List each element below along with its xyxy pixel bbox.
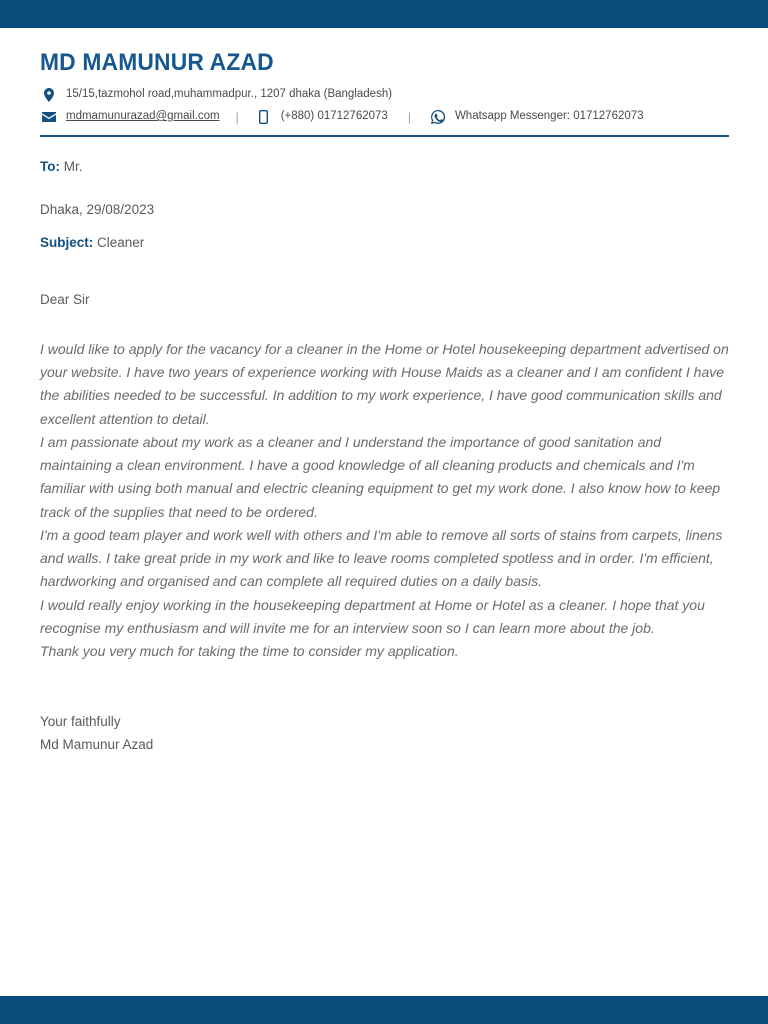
envelope-icon [40,109,58,125]
recipient-value: Mr. [63,158,83,174]
page-title: MD MAMUNUR AZAD [40,49,274,76]
mobile-phone-icon [255,109,273,125]
signature-name: Md Mamunur Azad [40,736,154,752]
address-text: 15/15,tazmohol road,muhammadpur., 1207 dhaka (Bangladesh) [66,88,393,101]
body-paragraph: I would like to apply for the vacancy for a cleaner in the Home or Hotel housekeeping department advertised on your website. I have two years of experience working with House Maids as a cleaner and I am confident I have the abilities needed to be successful. In addition to my work experience, I have good communication skills and excellent attention to detail. [40,341,729,427]
body-paragraph: I would really enjoy working in the housekeeping department at Home or Hotel as a cleaner. I hope that you recognise my enthusiasm and will invite me for an interview soon so I can learn more about the job. [40,596,705,636]
bottom-accent-bar [0,996,768,1024]
letter-header [40,28,728,137]
salutation: Dear Sir [40,292,90,308]
letter-signature [40,663,728,756]
header-divider [40,135,729,137]
body-paragraph: Thank you very much for taking the time to consider my application. [40,643,459,660]
top-accent-bar [0,0,768,28]
phone-text: (+880) 01712762073 [280,110,388,123]
email-link[interactable]: mdmamunurazad@gmail.com [66,110,220,123]
location-pin-icon [40,87,58,103]
body-paragraph: I'm a good team player and work well with others and I'm able to remove all sorts of stains from carpets, linens and walls. I take great pride in my work and like to leave rooms completed spotless and in order. I'm efficient, hardworking and organised and can complete all required duties on a daily basis. [40,526,723,590]
subject-value: Cleaner [97,234,145,250]
letter-body [40,311,729,663]
body-paragraph: I am passionate about my work as a cleaner and I understand the importance of good sanitation and maintaining a clean environment. I have a good knowledge of all cleaning products and chemicals and I'm familiar with using both manual and electric cleaning equipment to get my work done. I also know how to keep track of the supplies that need to be ordered. [40,433,721,520]
whatsapp-text: Whatsapp Messenger: 01712762073 [454,110,644,123]
signature-closing: Your faithfully [40,714,121,730]
subject-label: Subject: [40,234,94,250]
letter-content [0,28,768,757]
contact-address-line [40,86,728,103]
letter-meta [40,156,728,311]
contact-details-line [40,108,728,126]
contact-separator-1: | [235,109,239,124]
contact-separator-2: | [407,109,411,124]
whatsapp-icon [429,109,447,125]
letter-date: Dhaka, 29/08/2023 [40,202,155,218]
recipient-row [40,156,728,178]
recipient-label: To: [40,158,60,174]
subject-row [40,221,728,254]
